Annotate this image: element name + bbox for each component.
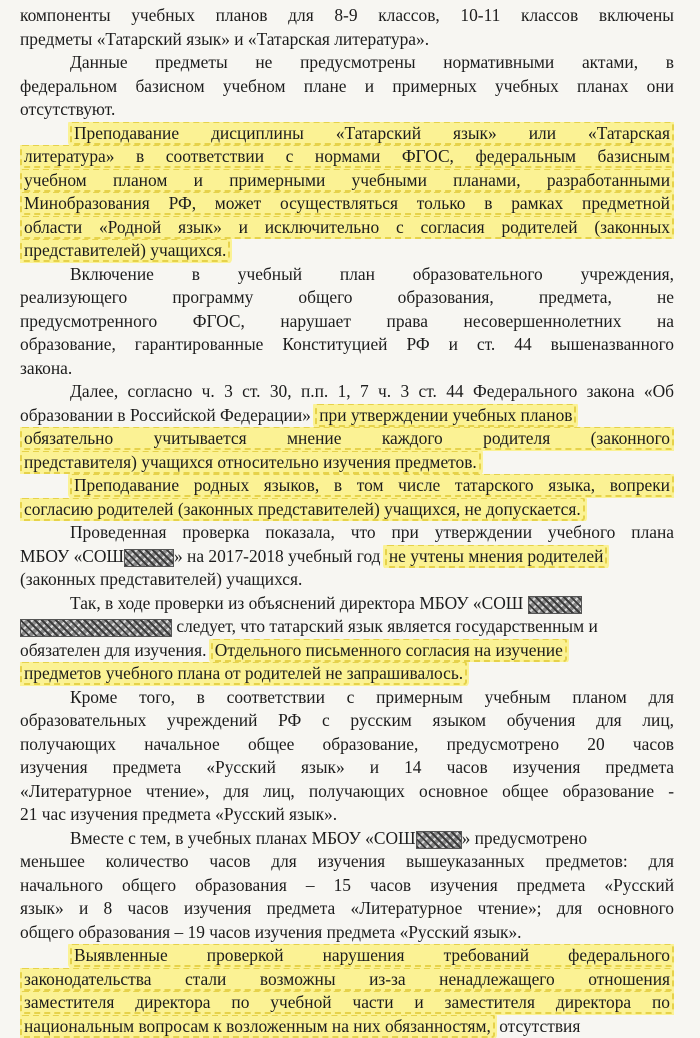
text-line: [20, 169, 674, 193]
text-line: Далее, согласно ч. 3 ст. 30, п.п. 1, 7 ч. 3 ст. 44 Федерального закона «Об: [20, 380, 674, 404]
highlighted-text: национальным вопросам к возложенным на них обязанностям,: [20, 1015, 495, 1038]
highlighted-text: Минобразования РФ, может осуществляться только в рамках предметной: [20, 192, 674, 215]
text-line: Данные предметы не предусмотрены нормативными актами, в: [20, 51, 674, 75]
text-line: [20, 968, 674, 992]
text-span: Вместе с тем, в учебных планах МБОУ «СОШ: [70, 828, 416, 848]
highlighted-text: предметов учебного плана от родителей не запрашивалось.: [20, 662, 467, 685]
text-line: [20, 944, 674, 968]
highlighted-text: учебном планом и примерными учебными планами, разработанными: [20, 169, 674, 192]
highlighted-text: Преподавание дисциплины «Татарский язык» или «Татарская: [70, 122, 674, 145]
highlighted-text: законодательства стали возможны из-за ненадлежащего отношения: [20, 968, 674, 991]
text-line: [20, 216, 674, 240]
text-line: «Литературное чтение», для лиц, получающих основное общее образование -: [20, 780, 674, 804]
highlighted-text: Отдельного письменного согласия на изучение: [211, 639, 567, 662]
text-line: [20, 662, 674, 686]
text-line: язык» и 8 часов изучения предмета «Литературное чтение»; для основного: [20, 897, 674, 921]
text-line: получающих начальное общее образование, предусмотрено 20 часов: [20, 733, 674, 757]
highlighted-text: Преподавание родных языков, в том числе татарского языка, вопреки: [70, 474, 674, 497]
text-span: МБОУ «СОШ: [20, 546, 124, 566]
text-line: Кроме того, в соответствии с примерным учебным планом для: [20, 686, 674, 710]
highlighted-text: литература» в соответствии с нормами ФГОС, федеральным базисным: [20, 145, 674, 168]
text-line: [20, 427, 674, 451]
highlighted-text: при утверждении учебных планов: [315, 404, 576, 427]
text-line: [20, 498, 674, 522]
text-span: отсутствия: [499, 1016, 580, 1036]
text-line: [20, 615, 674, 639]
text-line: [20, 192, 674, 216]
text-line: федеральном базисном учебном плане и примерных учебных планах они: [20, 75, 674, 99]
text-line: Включение в учебный план образовательного учреждения,: [20, 263, 674, 287]
text-line: [20, 827, 674, 851]
highlighted-text: не учтены мнения родителей: [385, 545, 608, 568]
text-span: следует, что татарский язык является государственным и: [176, 616, 597, 636]
highlighted-text: Выявленные проверкой нарушения требований федерального: [70, 944, 674, 967]
highlighted-text: представителя) учащихся относительно изучения предметов.: [20, 451, 481, 474]
text-line: изучения предмета «Русский язык» и 14 часов изучения предмета: [20, 756, 674, 780]
text-span: » на 2017-2018 учебный год: [174, 546, 381, 566]
text-line: [20, 991, 674, 1015]
redaction-block: [528, 596, 582, 614]
text-line: закона.: [20, 357, 674, 381]
text-line: общего образования – 19 часов изучения предмета «Русский язык».: [20, 921, 674, 945]
text-span: образовании в Российской Федерации»: [20, 405, 311, 425]
text-line: (законных представителей) учащихся.: [20, 568, 674, 592]
text-line: реализующего программу общего образования, предмета, не: [20, 286, 674, 310]
text-line: [20, 592, 674, 616]
highlighted-text: представителей) учащихся.: [20, 239, 230, 262]
text-line: предметы «Татарский язык» и «Татарская литература».: [20, 28, 674, 52]
text-line: [20, 474, 674, 498]
text-line: 21 час изучения предмета «Русский язык».: [20, 803, 674, 827]
text-span: » предусмотрено: [462, 828, 588, 848]
text-line: Проведенная проверка показала, что при утверждении учебного плана: [20, 521, 674, 545]
highlighted-text: области «Родной язык» и исключительно с согласия родителей (законных: [20, 216, 674, 239]
text-span: обязателен для изучения.: [20, 640, 206, 660]
text-line: начального общего образования – 15 часов изучения предмета «Русский: [20, 874, 674, 898]
text-line: образование, гарантированные Конституцией РФ и ст. 44 вышеназванного: [20, 333, 674, 357]
highlighted-text: обязательно учитывается мнение каждого родителя (законного: [20, 427, 674, 450]
text-line: образовательных учреждений РФ с русским языком обучения для лиц,: [20, 709, 674, 733]
text-line: [20, 145, 674, 169]
redaction-block: [124, 549, 174, 567]
text-line: компоненты учебных планов для 8-9 классов, 10-11 классов включены: [20, 4, 674, 28]
text-line: [20, 239, 674, 263]
text-span: Так, в ходе проверки из объяснений директора МБОУ «СОШ: [70, 593, 523, 613]
text-line: предусмотренного ФГОС, нарушает права несовершеннолетних на: [20, 310, 674, 334]
highlighted-text: заместителя директора по учебной части и заместителя директора по: [20, 991, 674, 1014]
redaction-block: [416, 831, 462, 849]
text-line: меньшее количество часов для изучения вышеуказанных предметов: для: [20, 850, 674, 874]
text-line: [20, 545, 674, 569]
text-line: отсутствуют.: [20, 98, 674, 122]
text-line: [20, 404, 674, 428]
text-line: [20, 639, 674, 663]
text-line: [20, 451, 674, 475]
redaction-block: [20, 619, 172, 637]
highlighted-text: согласию родителей (законных представителей) учащихся, не допускается.: [20, 498, 585, 521]
text-line: [20, 122, 674, 146]
text-line: [20, 1015, 674, 1038]
